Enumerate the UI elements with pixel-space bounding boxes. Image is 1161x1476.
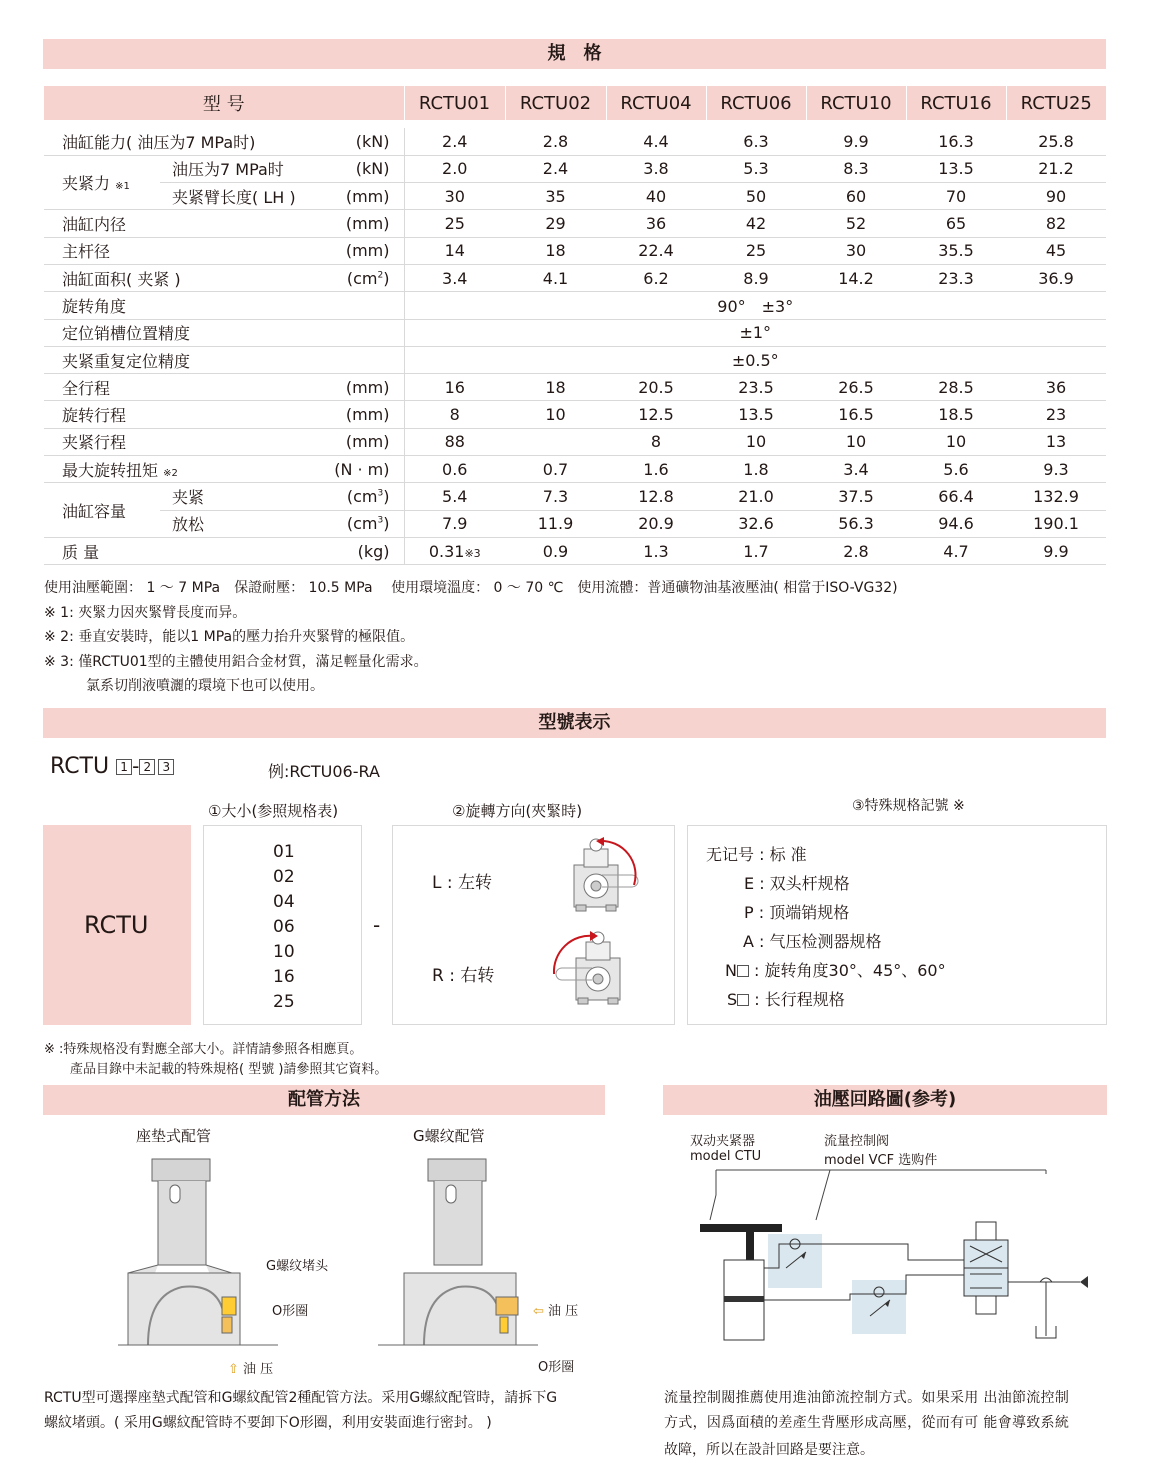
cell: 16 bbox=[404, 374, 505, 401]
cell: 2.4 bbox=[404, 128, 505, 155]
row-unit: $(cm^3)$ bbox=[330, 510, 404, 537]
hydraulic-circuit-diagram bbox=[680, 1160, 1100, 1360]
cell: 22.4 bbox=[606, 237, 706, 264]
row-label: 旋转角度 bbox=[44, 292, 404, 319]
cell: 11.9 bbox=[505, 510, 606, 537]
circuit-label: 双动夹紧器 bbox=[690, 1134, 756, 1149]
cell: 12.5 bbox=[606, 401, 706, 428]
row-unit: (kN) bbox=[330, 155, 404, 182]
cell: 14 bbox=[404, 237, 505, 264]
arrow-up-icon: ⇧ bbox=[228, 1362, 239, 1377]
spec-table bbox=[44, 86, 1106, 565]
row-unit: (mm) bbox=[330, 183, 404, 210]
row-label: 质 量 bbox=[44, 537, 330, 564]
note-line: 氯系切削液噴灑的環境下也可以使用。 bbox=[86, 678, 324, 694]
model-col: RCTU10 bbox=[806, 86, 906, 120]
row-label: 油缸容量 bbox=[44, 483, 160, 538]
cell: 0.7 bbox=[505, 456, 606, 483]
special-n: N : 旋转角度30°、45°、60° bbox=[725, 961, 946, 980]
right-rotation-label: R : 右转 bbox=[432, 966, 495, 986]
model-code-line: RCTU 1 - 2 3 bbox=[50, 754, 174, 779]
cell: 4.7 bbox=[906, 537, 1006, 564]
size-list bbox=[273, 840, 295, 1015]
cell: 60 bbox=[806, 183, 906, 210]
cell: 29 bbox=[505, 210, 606, 237]
table-row bbox=[44, 210, 1106, 237]
spec-notes bbox=[44, 576, 898, 699]
model-prefix: RCTU bbox=[50, 754, 110, 779]
cell: 0.6 bbox=[404, 456, 505, 483]
blank-box-icon bbox=[737, 994, 749, 1006]
table-row bbox=[44, 401, 1106, 428]
cell: 25.8 bbox=[1006, 128, 1106, 155]
cell: 1.3 bbox=[606, 537, 706, 564]
special-p: P : 顶端销规格 bbox=[744, 903, 850, 922]
circuit-desc: 流量控制閥推薦使用進油節流控制方式。如果采用 出油節流控制 bbox=[664, 1390, 1070, 1406]
cell: 21.2 bbox=[1006, 155, 1106, 182]
table-row bbox=[44, 128, 1106, 155]
row-unit: (mm) bbox=[330, 428, 404, 455]
cell: 132.9 bbox=[1006, 483, 1106, 510]
cell: 6.2 bbox=[606, 264, 706, 291]
row-sublabel: 夹紧臂长度( LH ) bbox=[160, 183, 330, 210]
cell: 23.5 bbox=[706, 374, 806, 401]
cell: 88 bbox=[404, 428, 505, 455]
size-item: 16 bbox=[273, 967, 295, 987]
spec-title: 規 格 bbox=[547, 43, 602, 64]
cell: 3.4 bbox=[806, 456, 906, 483]
cell: 66.4 bbox=[906, 483, 1006, 510]
cell: 36.9 bbox=[1006, 264, 1106, 291]
row-label: 主杆径 bbox=[44, 237, 330, 264]
arrow-left-icon: ⇦ bbox=[533, 1304, 544, 1319]
cell: 4.4 bbox=[606, 128, 706, 155]
thread-piping-drawing bbox=[378, 1155, 538, 1355]
cell: 0.9 bbox=[505, 537, 606, 564]
cell: 20.5 bbox=[606, 374, 706, 401]
model-code-title: 型號表示 bbox=[538, 712, 611, 733]
model-code-band bbox=[43, 708, 1106, 738]
table-row bbox=[44, 456, 1106, 483]
separator-dash: - bbox=[373, 913, 381, 937]
model-col: RCTU04 bbox=[606, 86, 706, 120]
note-line: 使用油壓範圍： 1 ～ 7 MPa 保證耐壓： 10.5 MPa 使用環境溫度： 0 ～ 70 ℃ 使用流體：普通礦物油基液壓油( 相當于ISO-VG32) bbox=[44, 580, 898, 596]
row-sublabel: 放松 bbox=[160, 510, 330, 537]
cell: 32.6 bbox=[706, 510, 806, 537]
table-row bbox=[44, 428, 1106, 455]
circuit-label: model VCF 选购件 bbox=[824, 1153, 938, 1168]
note-line: ※ 1: 夾緊力因夾緊臂長度而异。 bbox=[44, 604, 247, 621]
cell-merged: ±0.5° bbox=[404, 346, 1106, 373]
row-sublabel: 夹紧 bbox=[160, 483, 330, 510]
cell: 4.1 bbox=[505, 264, 606, 291]
table-row bbox=[44, 292, 1106, 319]
oring-label-right: O形圈 bbox=[538, 1360, 575, 1375]
clamp-force-group bbox=[44, 155, 160, 210]
cell: 52 bbox=[806, 210, 906, 237]
table-row bbox=[44, 155, 1106, 182]
cell: 5.4 bbox=[404, 483, 505, 510]
row-sublabel: 油压为7 MPa时 bbox=[160, 155, 330, 182]
code-box-3: 3 bbox=[158, 759, 174, 775]
row-unit: (N · m) bbox=[330, 456, 404, 483]
row-label: 夹紧重复定位精度 bbox=[44, 346, 404, 373]
cell: 23 bbox=[1006, 401, 1106, 428]
cell: 36 bbox=[1006, 374, 1106, 401]
cell-merged: 90° ±3° bbox=[404, 292, 1106, 319]
cell-merged: ±1° bbox=[404, 319, 1106, 346]
cell: 18 bbox=[505, 237, 606, 264]
cell: 8 bbox=[606, 428, 706, 455]
col-title-direction: ②旋轉方向(夾緊時) bbox=[452, 802, 583, 820]
cell: 8 bbox=[404, 401, 505, 428]
cell: 82 bbox=[1006, 210, 1106, 237]
cell: 13.5 bbox=[906, 155, 1006, 182]
special-s: S : 长行程规格 bbox=[727, 990, 845, 1009]
rctu-big-label: RCTU bbox=[84, 911, 149, 939]
table-row bbox=[44, 237, 1106, 264]
cell: 0.31※3 bbox=[404, 537, 505, 564]
special-footnote: ※ :特殊规格没有對應全部大小。詳情請參照各相應頁。 bbox=[44, 1042, 363, 1057]
model-col: RCTU02 bbox=[505, 86, 606, 120]
cell: 10 bbox=[806, 428, 906, 455]
blank-box-icon bbox=[737, 965, 749, 977]
cell: 8.3 bbox=[806, 155, 906, 182]
footnote-mark: ※2 bbox=[163, 467, 178, 479]
cell: 90 bbox=[1006, 183, 1106, 210]
cell: 10 bbox=[906, 428, 1006, 455]
cell: 45 bbox=[1006, 237, 1106, 264]
cell: 9.3 bbox=[1006, 456, 1106, 483]
circuit-desc: 方式，因爲面積的差產生背壓形成高壓，從而有可 能會導致系統 bbox=[664, 1415, 1070, 1431]
special-footnote: 產品目錄中未記載的特殊規格( 型號 )請參照其它資料。 bbox=[70, 1062, 388, 1077]
oring-label-left: O形圈 bbox=[272, 1304, 309, 1319]
col-title-size: ①大小(参照规格表) bbox=[208, 802, 339, 820]
cell: 10 bbox=[505, 401, 606, 428]
cell: 1.7 bbox=[706, 537, 806, 564]
cell: 190.1 bbox=[1006, 510, 1106, 537]
cell: 9.9 bbox=[1006, 537, 1106, 564]
circuit-band bbox=[663, 1085, 1107, 1115]
row-unit: (kN) bbox=[330, 128, 404, 155]
oil-label-left: ⇧ 油 压 bbox=[228, 1362, 274, 1377]
spec-title-band bbox=[43, 39, 1106, 69]
cell: 5.3 bbox=[706, 155, 806, 182]
spec-header-row bbox=[44, 86, 1106, 120]
note-line: ※ 2: 垂直安裝時，能以1 MPa的壓力抬升夾緊臂的極限值。 bbox=[44, 629, 415, 645]
cell: 16.5 bbox=[806, 401, 906, 428]
circuit-title: 油壓回路圖(参考) bbox=[813, 1089, 957, 1110]
cell: 70 bbox=[906, 183, 1006, 210]
cell: 16.3 bbox=[906, 128, 1006, 155]
table-row bbox=[44, 346, 1106, 373]
cell: 50 bbox=[706, 183, 806, 210]
cell: 42 bbox=[706, 210, 806, 237]
cell: 9.9 bbox=[806, 128, 906, 155]
size-item: 01 bbox=[273, 842, 295, 862]
table-row bbox=[44, 537, 1106, 564]
cell: 12.8 bbox=[606, 483, 706, 510]
cell: 40 bbox=[606, 183, 706, 210]
g-plug-label: G螺纹堵头 bbox=[266, 1259, 329, 1274]
note-line: ※ 3: 僅RCTU01型的主體使用鋁合金材質，滿足輕量化需求。 bbox=[44, 653, 428, 670]
row-label: 夹紧力 bbox=[62, 174, 111, 194]
table-row bbox=[44, 183, 1106, 210]
col-title-special: ③特殊规格記號 ※ bbox=[852, 798, 965, 814]
pad-piping-drawing bbox=[118, 1155, 278, 1355]
table-row bbox=[44, 374, 1106, 401]
row-unit: (kg) bbox=[330, 537, 404, 564]
piping-desc: RCTU型可選擇座墊式配管和G螺紋配管2種配管方法。采用G螺紋配管時，請拆下G bbox=[44, 1390, 558, 1406]
table-row bbox=[44, 510, 1106, 537]
circuit-label: model CTU bbox=[690, 1149, 762, 1164]
model-header: 型 号 bbox=[44, 86, 404, 120]
cell: 25 bbox=[404, 210, 505, 237]
cell: 18 bbox=[505, 374, 606, 401]
footnote-mark: ※3 bbox=[464, 546, 481, 560]
row-label: 全行程 bbox=[44, 374, 330, 401]
size-item: 25 bbox=[273, 992, 295, 1012]
left-rotation-label: L : 左转 bbox=[432, 873, 493, 893]
piping-left-title: 座垫式配管 bbox=[136, 1127, 212, 1145]
row-label: 油缸内径 bbox=[44, 210, 330, 237]
footnote-mark: ※1 bbox=[115, 181, 130, 193]
cell: 36 bbox=[606, 210, 706, 237]
cell: 1.8 bbox=[706, 456, 806, 483]
size-item: 02 bbox=[273, 867, 295, 887]
circuit-label: 流量控制阀 bbox=[824, 1134, 890, 1149]
clamp-rotation-right-icon bbox=[548, 928, 638, 1010]
piping-desc: 螺紋堵頭。( 采用G螺紋配管時不要卸下O形圈，利用安裝面進行密封。 ) bbox=[44, 1415, 492, 1431]
model-col: RCTU01 bbox=[404, 86, 505, 120]
clamp-rotation-left-icon bbox=[562, 835, 642, 915]
piping-band bbox=[43, 1085, 605, 1115]
cell: 2.8 bbox=[806, 537, 906, 564]
cell: 2.4 bbox=[505, 155, 606, 182]
size-item: 10 bbox=[273, 942, 295, 962]
cell: 1.6 bbox=[606, 456, 706, 483]
cell: 7.9 bbox=[404, 510, 505, 537]
cell: 13 bbox=[1006, 428, 1106, 455]
special-e: E : 双头杆规格 bbox=[744, 874, 850, 893]
cell: 35 bbox=[505, 183, 606, 210]
row-unit: $(cm^2)$ bbox=[330, 264, 404, 291]
cell: 7.3 bbox=[505, 483, 606, 510]
table-row bbox=[44, 264, 1106, 291]
row-label: 定位销槽位置精度 bbox=[44, 319, 404, 346]
special-none: 无记号 : 标 准 bbox=[706, 845, 807, 864]
cell: 20.9 bbox=[606, 510, 706, 537]
cell bbox=[505, 428, 606, 455]
cell: 10 bbox=[706, 428, 806, 455]
cell: 25 bbox=[706, 237, 806, 264]
model-col: RCTU25 bbox=[1006, 86, 1106, 120]
cell: 56.3 bbox=[806, 510, 906, 537]
cell: 21.0 bbox=[706, 483, 806, 510]
row-label: 油缸面积( 夹紧 ) bbox=[44, 264, 330, 291]
cell: 35.5 bbox=[906, 237, 1006, 264]
row-unit: (mm) bbox=[330, 210, 404, 237]
table-row bbox=[44, 483, 1106, 510]
row-unit: $(cm^3)$ bbox=[330, 483, 404, 510]
cell: 3.4 bbox=[404, 264, 505, 291]
cell: 2.8 bbox=[505, 128, 606, 155]
model-col: RCTU16 bbox=[906, 86, 1006, 120]
cell: 18.5 bbox=[906, 401, 1006, 428]
piping-title: 配管方法 bbox=[288, 1089, 360, 1110]
circuit-desc: 故障，所以在設計回路是要注意。 bbox=[664, 1442, 874, 1458]
cell: 8.9 bbox=[706, 264, 806, 291]
cell: 14.2 bbox=[806, 264, 906, 291]
cell: 5.6 bbox=[906, 456, 1006, 483]
row-unit: (mm) bbox=[330, 374, 404, 401]
table-row bbox=[44, 319, 1106, 346]
row-label: 油缸能力( 油压为7 MPa时) bbox=[44, 128, 330, 155]
piping-right-title: G螺纹配管 bbox=[413, 1127, 485, 1145]
cell: 94.6 bbox=[906, 510, 1006, 537]
row-unit: (mm) bbox=[330, 401, 404, 428]
row-label: 夹紧行程 bbox=[44, 428, 330, 455]
oil-label-right: ⇦ 油 压 bbox=[533, 1304, 579, 1319]
cell: 2.0 bbox=[404, 155, 505, 182]
cell: 30 bbox=[404, 183, 505, 210]
cell: 13.5 bbox=[706, 401, 806, 428]
cell: 23.3 bbox=[906, 264, 1006, 291]
code-box-2: 2 bbox=[139, 759, 155, 775]
code-box-1: 1 bbox=[116, 759, 132, 775]
row-label: 旋转行程 bbox=[44, 401, 330, 428]
cell: 30 bbox=[806, 237, 906, 264]
cell: 6.3 bbox=[706, 128, 806, 155]
size-item: 04 bbox=[273, 892, 295, 912]
cell: 37.5 bbox=[806, 483, 906, 510]
model-example: 例:RCTU06-RA bbox=[268, 762, 380, 781]
cell: 26.5 bbox=[806, 374, 906, 401]
special-a: A : 气压检测器规格 bbox=[743, 932, 882, 951]
row-unit: (mm) bbox=[330, 237, 404, 264]
size-item: 06 bbox=[273, 917, 295, 937]
cell: 65 bbox=[906, 210, 1006, 237]
cell: 3.8 bbox=[606, 155, 706, 182]
row-label: 最大旋转扭矩 ※2 bbox=[44, 456, 330, 483]
cell: 28.5 bbox=[906, 374, 1006, 401]
model-col: RCTU06 bbox=[706, 86, 806, 120]
